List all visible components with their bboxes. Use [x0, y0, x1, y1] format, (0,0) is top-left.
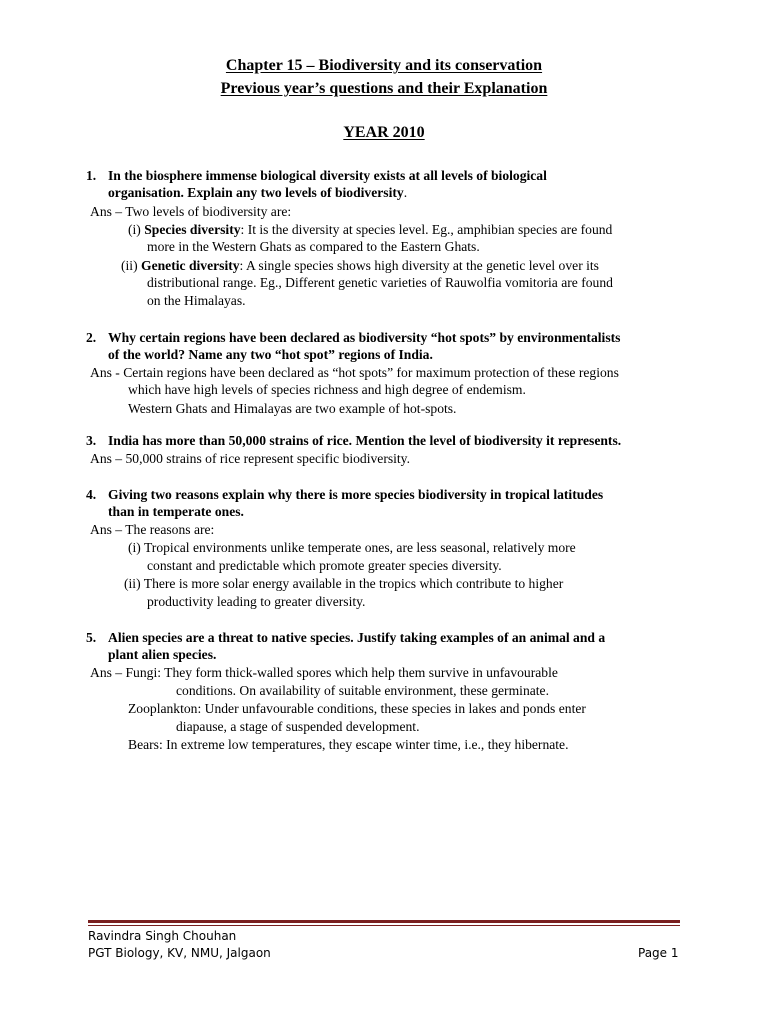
footer-author: Ravindra Singh Chouhan [88, 929, 237, 943]
answer-text: Bears: In extreme low temperatures, they escape winter time, i.e., they hibernate. [128, 737, 569, 752]
question-text: Giving two reasons explain why there is more species biodiversity in tropical latitudes [108, 487, 604, 502]
answer-point-cont: productivity leading to greater diversity. [147, 594, 366, 609]
question-text: In the biosphere immense biological diversity exists at all levels of biological [108, 168, 547, 183]
answer-text: Ans – 50,000 strains of rice represent specific biodiversity. [90, 451, 410, 466]
page-number: Page 1 [638, 946, 679, 960]
answer-point: (ii) Genetic diversity: A single species shows high diversity at the genetic level over its [121, 258, 599, 273]
question-number: 1. [86, 168, 97, 183]
question-text: India has more than 50,000 strains of rice. Mention the level of biodiversity it represents. [108, 433, 622, 448]
answer-point-cont: more in the Western Ghats as compared to the Eastern Ghats. [147, 239, 480, 254]
answer-intro: Ans – Two levels of biodiversity are: [90, 204, 292, 219]
footer-rule-thin [88, 925, 680, 926]
answer-point: (i) Species diversity: It is the diversity at species level. Eg., amphibian species are found [128, 222, 613, 237]
answer-text: Zooplankton: Under unfavourable conditions, these species in lakes and ponds enter [128, 701, 586, 716]
answer-point: (ii) There is more solar energy available in the tropics which contribute to higher [124, 576, 564, 591]
question-text: Alien species are a threat to native species. Justify taking examples of an animal and a [108, 630, 606, 645]
footer-position: PGT Biology, KV, NMU, Jalgaon [88, 946, 271, 960]
question-text: plant alien species. [108, 647, 217, 662]
question-text: organisation. Explain any two levels of biodiversity. [108, 185, 408, 200]
question-text: of the world? Name any two “hot spot” regions of India. [108, 347, 433, 362]
answer-intro: Ans – The reasons are: [90, 522, 215, 537]
question-text: Why certain regions have been declared as biodiversity “hot spots” by environmentalists [108, 330, 621, 345]
answer-text: Western Ghats and Himalayas are two example of hot-spots. [128, 401, 457, 416]
question-number: 5. [86, 630, 97, 645]
footer-rule [88, 920, 680, 923]
question-number: 4. [86, 487, 97, 502]
chapter-title: Chapter 15 – Biodiversity and its conservation [225, 57, 543, 74]
page-subtitle: Previous year’s questions and their Explanation [220, 80, 548, 97]
question-number: 3. [86, 433, 97, 448]
answer-text: conditions. On availability of suitable environment, these germinate. [176, 683, 549, 698]
question-number: 2. [86, 330, 97, 345]
answer-point-cont: constant and predictable which promote greater species diversity. [147, 558, 502, 573]
answer-text: Ans – Fungi: They form thick-walled spores which help them survive in unfavourable [90, 665, 558, 680]
answer-text: which have high levels of species richness and high degree of endemism. [128, 382, 526, 397]
answer-point-cont: on the Himalayas. [147, 293, 246, 308]
answer-text: diapause, a stage of suspended development. [176, 719, 420, 734]
year-heading: YEAR 2010 [343, 124, 425, 141]
answer-text: Ans - Certain regions have been declared as “hot spots” for maximum protection of these regions [90, 365, 619, 380]
answer-point: (i) Tropical environments unlike temperate ones, are less seasonal, relatively more [128, 540, 576, 555]
question-text: than in temperate ones. [108, 504, 244, 519]
answer-point-cont: distributional range. Eg., Different genetic varieties of Rauwolfia vomitoria are found [147, 275, 613, 290]
